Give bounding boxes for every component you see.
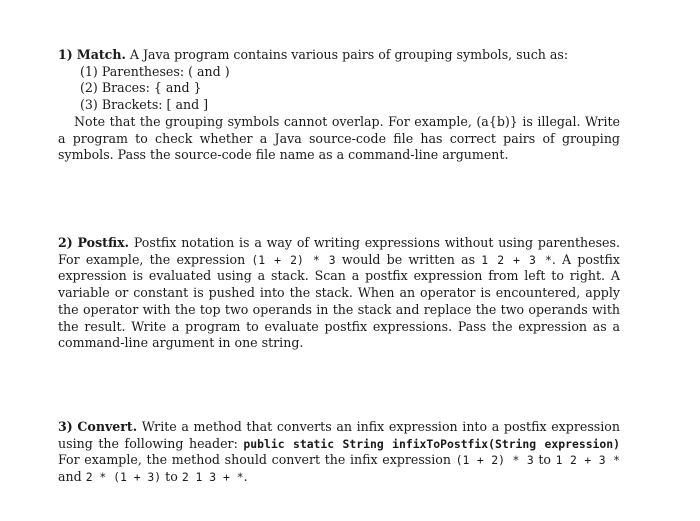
postfix-example-code-2: 2 1 3 + * (181, 470, 244, 485)
list-item: (2) Braces: { and } (80, 80, 202, 96)
problem-2-title: Postfix. (77, 235, 130, 250)
problem-3-text-b: For example, the method should convert the infix expression (58, 452, 451, 468)
problem-3-paragraph (58, 419, 620, 486)
list-item: (1) Parentheses: ( and ) (80, 63, 230, 79)
problem-3-text-c: to (538, 452, 551, 468)
problem-3-number: 3) (58, 419, 73, 434)
problem-3-title: Convert. (77, 419, 138, 434)
problem-2-text-c: . A postfix expression is evaluated using a stack. Scan a postfix expression from left to right. A variable or constant is pushed into the stack. When an operator is encountered, apply the operator with the top two operands in the stack and replace the two operands with the result. Write a program to evaluate postfix expressions. Pass the expression as a command-line argument in one string. (58, 251, 620, 351)
method-header-code: public static String infixToPostfix(String expression) (243, 436, 620, 451)
problem-3-text-a: Write a method that converts an infix expression into a postfix expression using the following header: (58, 419, 620, 451)
problem-1-title: Match. (76, 47, 126, 62)
problem-3-text-d: and (58, 469, 82, 485)
problem-2-paragraph (58, 235, 620, 352)
problem-3-text-e: to (165, 469, 178, 485)
problem-1-body: Note that the grouping symbols cannot overlap. For example, (a{b)} is illegal. Write a program to check whether a Java source-code file has correct pairs of grouping symbols. Pass the source-code file name as a command-line argument. (58, 113, 620, 163)
problem-2-text-a: Postfix notation is a way of writing expressions without using parentheses. For example, the expression (58, 235, 620, 267)
grouping-symbols-list (58, 64, 620, 114)
problem-3 (58, 419, 620, 486)
problem-2 (58, 235, 620, 352)
infix-example-code: (1 + 2) * 3 (455, 453, 534, 468)
infix-example-code-2: 2 * (1 + 3) (85, 470, 162, 485)
problem-1-intro: A Java program contains various pairs of grouping symbols, such as: (129, 47, 569, 62)
problem-1-intro-line (58, 47, 620, 64)
problem-2-text-b: would be written as (341, 251, 476, 267)
problem-3-text-f: . (243, 469, 248, 485)
problem-1-number: 1) (58, 47, 73, 62)
postfix-example-code: 1 2 + 3 * (481, 252, 552, 267)
infix-example-code: (1 + 2) * 3 (251, 252, 336, 267)
list-item: (3) Brackets: [ and ] (80, 97, 209, 113)
problem-2-number: 2) (58, 235, 73, 250)
postfix-example-code: 1 2 + 3 * (555, 453, 620, 468)
problem-1 (58, 47, 620, 164)
